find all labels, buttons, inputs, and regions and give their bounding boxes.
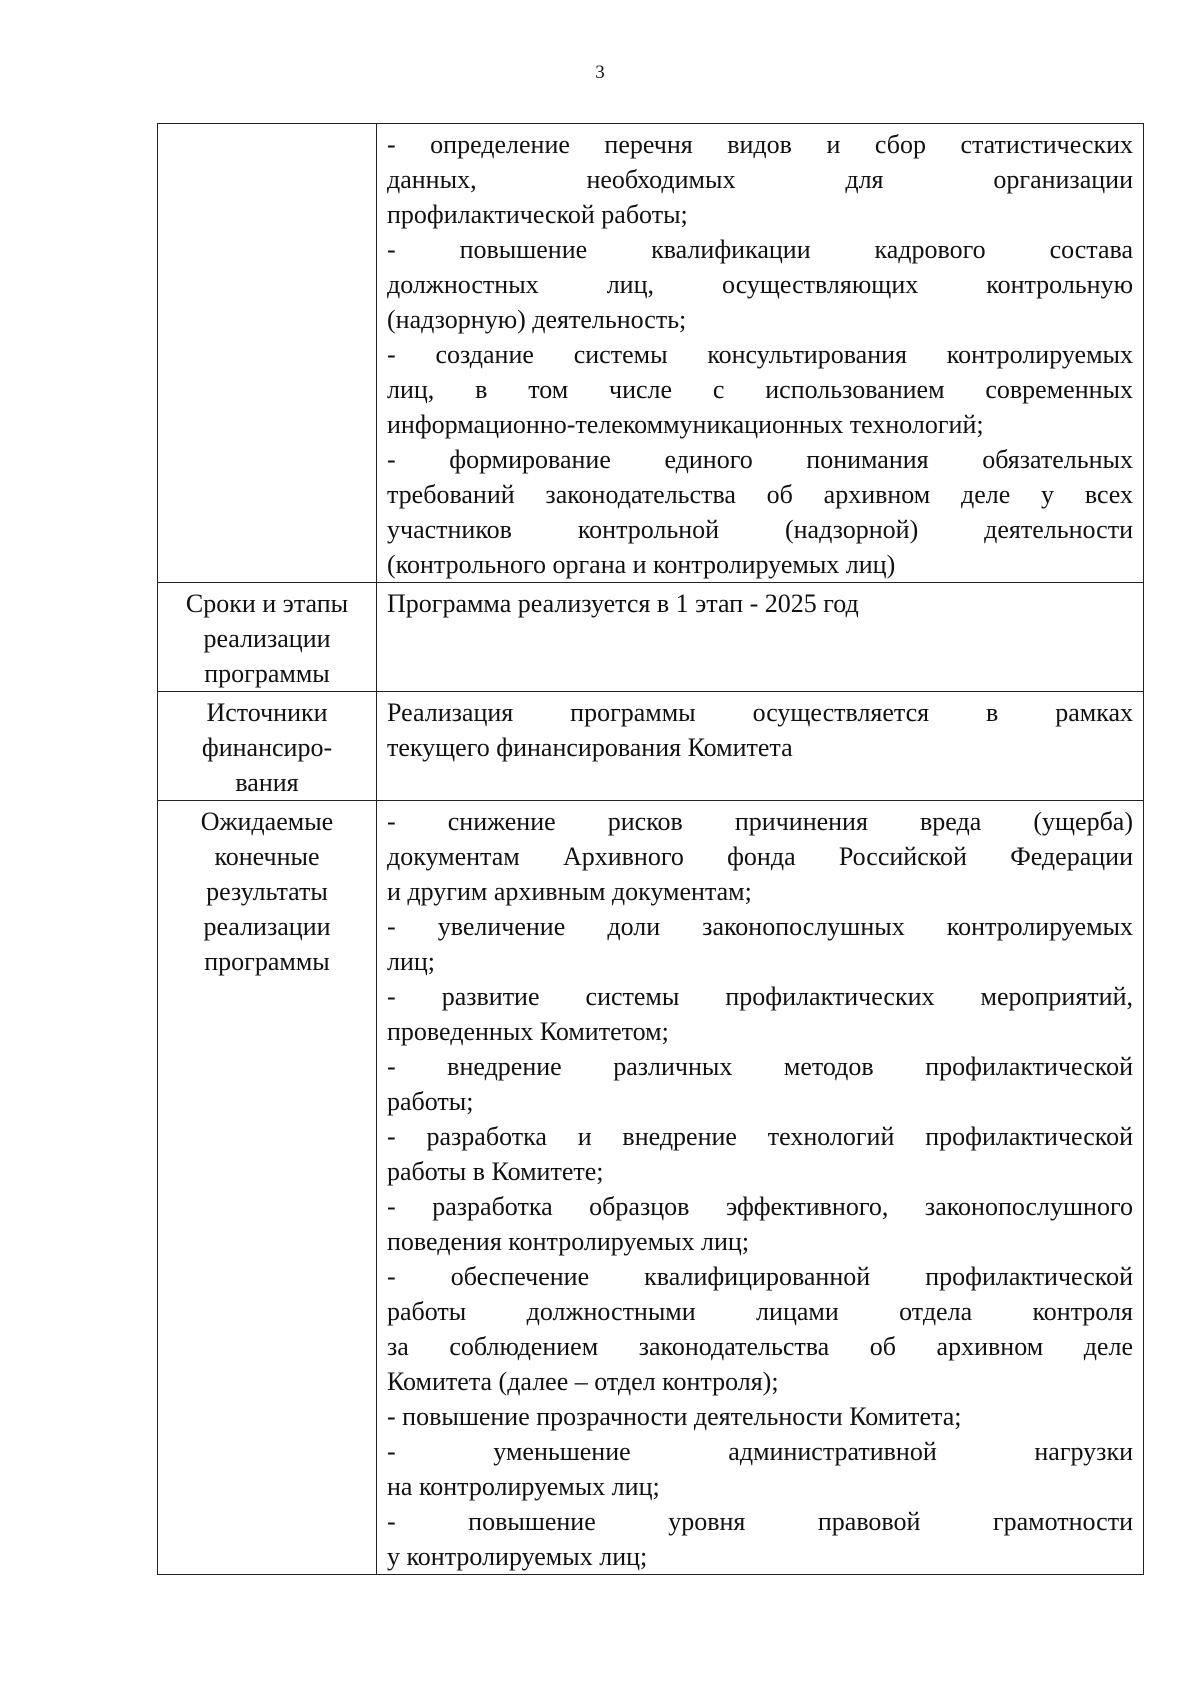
table-row [158, 583, 1144, 692]
content-line: - повышение прозрачности деятельности Комитета; [387, 1402, 962, 1431]
content-line: - повышение уровня правовой грамотности [387, 1507, 1133, 1536]
content-line: работы; [387, 1087, 474, 1116]
content-line: (контрольного органа и контролируемых лиц) [387, 550, 896, 579]
row-label-line: реализации [203, 624, 331, 653]
row-label-cell [158, 583, 377, 692]
content-line: должностных лиц, осуществляющих контрольную [387, 270, 1133, 299]
content-line: - обеспечение квалифицированной профилактической [387, 1262, 1133, 1291]
content-line: работы должностными лицами отдела контроля [387, 1297, 1133, 1326]
content-line: - формирование единого понимания обязательных [387, 445, 1133, 474]
row-label-line: реализации [203, 912, 331, 941]
row-label-cell [158, 801, 377, 1575]
content-line: данных, необходимых для организации [387, 165, 1133, 194]
content-line: за соблюдением законодательства об архивном деле [387, 1332, 1133, 1361]
row-label-line: вания [235, 768, 299, 797]
content-line: - разработка и внедрение технологий профилактической [387, 1122, 1133, 1151]
content-line: участников контрольной (надзорной) деятельности [387, 515, 1133, 544]
content-line: поведения контролируемых лиц; [387, 1227, 750, 1256]
row-label-cell [158, 692, 377, 801]
content-line: Программа реализуется в 1 этап - 2025 год [387, 589, 859, 618]
content-line: (надзорную) деятельность; [387, 305, 687, 334]
content-line: на контролируемых лиц; [387, 1472, 660, 1501]
program-table [157, 123, 1144, 1575]
table-row [158, 801, 1144, 1575]
content-line: - повышение квалификации кадрового состава [387, 235, 1133, 264]
content-line: работы в Комитете; [387, 1157, 604, 1186]
content-line: у контролируемых лиц; [387, 1542, 648, 1571]
content-line: Реализация программы осуществляется в рамках [387, 698, 1133, 727]
row-content-cell [377, 692, 1144, 801]
content-line: лиц; [387, 947, 436, 976]
content-line: - уменьшение административной нагрузки [387, 1437, 1133, 1466]
content-line: требований законодательства об архивном деле у всех [387, 480, 1133, 509]
row-label-line: финансиро- [201, 733, 333, 762]
content-line: - внедрение различных методов профилактической [387, 1052, 1133, 1081]
content-line: и другим архивным документам; [387, 877, 752, 906]
page-number: 3 [595, 62, 605, 83]
content-line: - создание системы консультирования контролируемых [387, 340, 1133, 369]
content-line: лиц, в том числе с использованием современных [387, 375, 1133, 404]
row-label-cell [158, 124, 377, 583]
content-line: - развитие системы профилактических мероприятий, [387, 982, 1133, 1011]
row-label-line: Ожидаемые [200, 807, 334, 836]
row-label-line: конечные [214, 842, 320, 871]
content-line: Комитета (далее – отдел контроля); [387, 1367, 779, 1396]
content-line: - разработка образцов эффективного, законопослушного [387, 1192, 1133, 1221]
table-row [158, 692, 1144, 801]
content-line: проведенных Комитетом; [387, 1017, 669, 1046]
row-content-cell [377, 801, 1144, 1575]
content-line: профилактической работы; [387, 200, 688, 229]
content-line: - снижение рисков причинения вреда (ущерба) [387, 807, 1133, 836]
content-line: информационно-телекоммуникационных технологий; [387, 410, 984, 439]
content-line: - увеличение доли законопослушных контролируемых [387, 912, 1133, 941]
row-label-line: программы [204, 947, 330, 976]
row-label-line: программы [204, 659, 330, 688]
row-content-cell [377, 124, 1144, 583]
row-label-line: результаты [206, 877, 328, 906]
row-label-line: Сроки и этапы [185, 589, 349, 618]
content-line: - определение перечня видов и сбор статистических [387, 130, 1133, 159]
row-content-cell [377, 583, 1144, 692]
content-line: документам Архивного фонда Российской Федерации [387, 842, 1133, 871]
content-line: текущего финансирования Комитета [387, 733, 793, 762]
table-row [158, 124, 1144, 583]
row-label-line: Источники [206, 698, 328, 727]
